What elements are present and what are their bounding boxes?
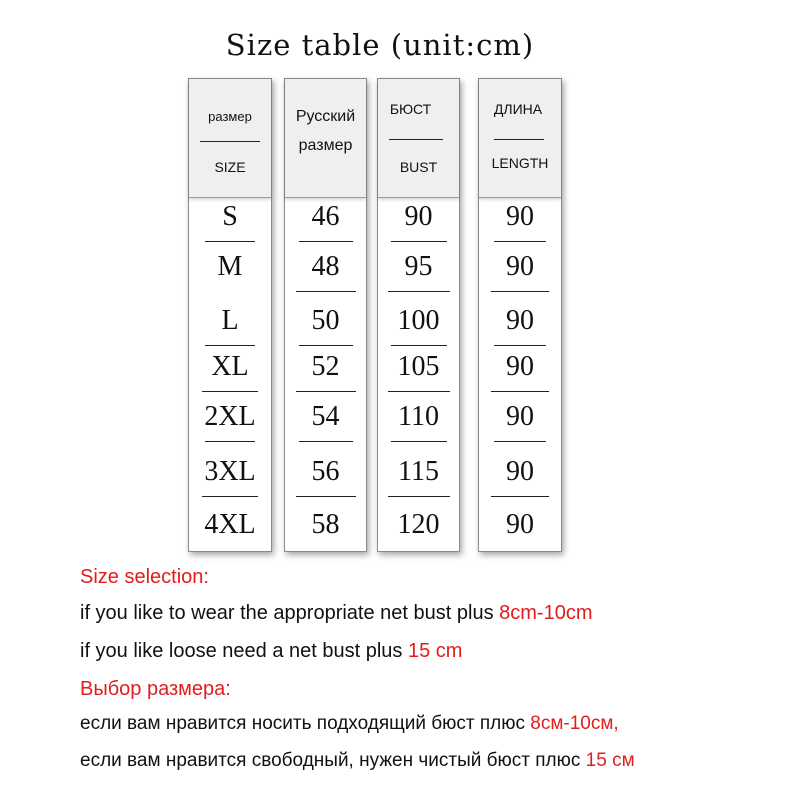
table-cell: 54 bbox=[311, 401, 340, 432]
table-cell: 90 bbox=[404, 201, 433, 232]
length-header-ru: ДЛИНА bbox=[493, 101, 543, 117]
table-cell: 95 bbox=[404, 251, 433, 282]
header-divider bbox=[389, 139, 443, 140]
selection-line-1-text: if you like to wear the appropriate net bust plus bbox=[80, 602, 500, 624]
table-cell: 120 bbox=[397, 509, 440, 540]
selection-heading-ru: Выбор размера: bbox=[80, 678, 231, 700]
selection-ru-line-1-value: 8см-10см, bbox=[530, 713, 619, 734]
bust-header-ru: БЮСТ bbox=[389, 101, 432, 117]
length-column-header bbox=[479, 79, 561, 198]
selection-ru-line-1-text: если вам нравится носить подходящий бюст плюс bbox=[80, 713, 531, 734]
table-cell: 52 bbox=[311, 351, 340, 382]
cell-underline bbox=[202, 391, 258, 392]
table-cell: 90 bbox=[506, 456, 534, 487]
table-cell: S bbox=[222, 201, 238, 232]
cell-underline bbox=[205, 441, 255, 442]
selection-line-1 bbox=[80, 602, 593, 625]
cell-underline bbox=[391, 441, 447, 442]
table-cell: 105 bbox=[397, 351, 440, 382]
header-divider bbox=[494, 139, 544, 140]
table-cell: 56 bbox=[311, 456, 340, 487]
table-cell: 90 bbox=[506, 401, 534, 432]
russian-size-header-top: Русский bbox=[295, 108, 356, 125]
table-cell: 90 bbox=[506, 509, 534, 540]
size-header-en: SIZE bbox=[214, 159, 246, 175]
cell-underline bbox=[388, 391, 450, 392]
cell-underline bbox=[296, 496, 356, 497]
selection-ru-line-1 bbox=[80, 713, 619, 735]
table-cell: 90 bbox=[506, 351, 534, 382]
cell-underline bbox=[202, 496, 258, 497]
cell-underline bbox=[299, 241, 353, 242]
table-cell: 115 bbox=[398, 456, 439, 487]
table-cell: 4XL bbox=[204, 509, 256, 540]
selection-line-1-value: 8cm-10cm bbox=[499, 602, 593, 624]
cell-underline bbox=[205, 345, 255, 346]
table-cell: M bbox=[217, 251, 243, 282]
cell-underline bbox=[491, 391, 549, 392]
selection-ru-line-2-text: если вам нравится свободный, нужен чистый бюст плюс bbox=[80, 750, 586, 771]
selection-ru-line-2 bbox=[80, 750, 635, 772]
cell-underline bbox=[388, 496, 450, 497]
size-column-header bbox=[189, 79, 271, 198]
selection-heading: Size selection: bbox=[80, 566, 209, 588]
cell-underline bbox=[491, 291, 549, 292]
selection-line-2-value: 15 cm bbox=[408, 640, 463, 662]
cell-underline bbox=[299, 345, 353, 346]
table-cell: 3XL bbox=[204, 456, 256, 487]
table-cell: 46 bbox=[311, 201, 340, 232]
size-column bbox=[188, 78, 272, 552]
bust-column bbox=[377, 78, 460, 552]
cell-underline bbox=[296, 291, 356, 292]
table-cell: 90 bbox=[506, 251, 534, 282]
length-header-en: LENGTH bbox=[491, 155, 549, 171]
page-title: Size table (unit:cm) bbox=[225, 28, 535, 62]
selection-line-2-text: if you like loose need a net bust plus bbox=[80, 640, 408, 662]
length-column bbox=[478, 78, 562, 552]
cell-underline bbox=[494, 241, 546, 242]
russian-size-header-bottom: размер bbox=[298, 137, 353, 154]
size-header-ru: размер bbox=[208, 109, 252, 124]
bust-header-en: BUST bbox=[399, 159, 438, 175]
cell-underline bbox=[205, 241, 255, 242]
cell-underline bbox=[391, 345, 447, 346]
russian-size-column-header bbox=[285, 79, 366, 198]
bust-column-header bbox=[378, 79, 459, 198]
table-cell: L bbox=[221, 305, 239, 336]
russian-size-column bbox=[284, 78, 367, 552]
table-cell: 58 bbox=[311, 509, 340, 540]
cell-underline bbox=[391, 241, 447, 242]
table-cell: XL bbox=[211, 351, 249, 382]
cell-underline bbox=[388, 291, 450, 292]
selection-line-2 bbox=[80, 640, 462, 663]
cell-underline bbox=[491, 496, 549, 497]
header-divider bbox=[200, 141, 260, 142]
table-cell: 90 bbox=[506, 305, 534, 336]
cell-underline bbox=[299, 441, 353, 442]
cell-underline bbox=[494, 441, 546, 442]
cell-underline bbox=[494, 345, 546, 346]
table-cell: 90 bbox=[506, 201, 534, 232]
table-cell: 50 bbox=[311, 305, 340, 336]
selection-ru-line-2-value: 15 см bbox=[585, 750, 635, 771]
cell-underline bbox=[296, 391, 356, 392]
table-cell: 2XL bbox=[204, 401, 256, 432]
table-cell: 48 bbox=[311, 251, 340, 282]
table-cell: 110 bbox=[398, 401, 439, 432]
table-cell: 100 bbox=[397, 305, 440, 336]
